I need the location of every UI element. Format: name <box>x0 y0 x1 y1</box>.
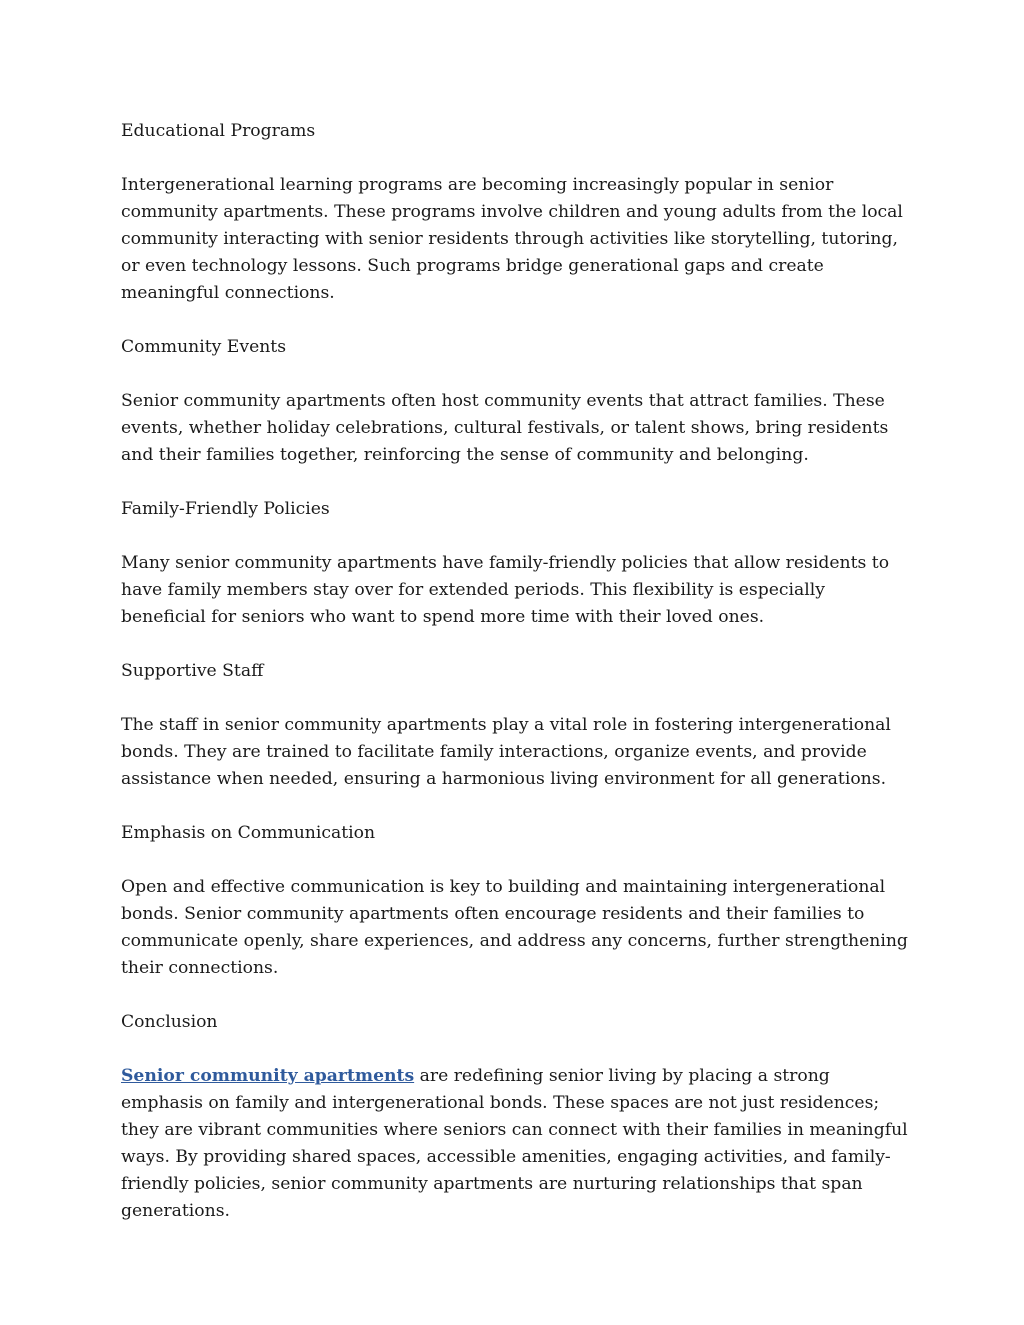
section-body-family-friendly-policies: Many senior community apartments have family-friendly policies that allow residents to have family members stay over for extended periods. This flexibility is especially beneficial for seniors who want to spend more time with their loved ones. <box>121 553 890 627</box>
section-heading-educational-programs: Educational Programs <box>121 121 316 141</box>
section-body-supportive-staff: The staff in senior community apartments play a vital role in fostering intergenerational bonds. They are trained to facilitate family interactions, organize events, and provide assistance when needed, ensuring a harmonious living environment for all generations. <box>121 715 891 789</box>
senior-community-apartments-link[interactable]: Senior community apartments <box>121 1066 415 1086</box>
document-page <box>121 118 911 1252</box>
section-heading-community-events: Community Events <box>121 337 287 357</box>
section-heading-family-friendly-policies: Family-Friendly Policies <box>121 499 330 519</box>
conclusion-paragraph <box>121 1063 911 1225</box>
conclusion-body: are redefining senior living by placing a strong emphasis on family and intergenerational bonds. These spaces are not just residences; they are vibrant communities where seniors can connect with their families in meaningful ways. By providing shared spaces, accessible amenities, engaging activities, and family-friendly policies, senior community apartments are nurturing relationships that span generations. <box>121 1066 908 1221</box>
section-body-community-events: Senior community apartments often host community events that attract families. These events, whether holiday celebrations, cultural festivals, or talent shows, bring residents and their families together, reinforcing the sense of community and belonging. <box>121 391 889 465</box>
section-body-educational-programs: Intergenerational learning programs are becoming increasingly popular in senior community apartments. These programs involve children and young adults from the local community interacting with senior residents through activities like storytelling, tutoring, or even technology lessons. Such programs bridge generational gaps and create meaningful connections. <box>121 175 903 303</box>
conclusion-heading: Conclusion <box>121 1012 218 1032</box>
section-body-emphasis-on-communication: Open and effective communication is key to building and maintaining intergenerational bonds. Senior community apartments often encourage residents and their families to communicate openly, share experiences, and address any concerns, further strengthening their connections. <box>121 877 908 978</box>
section-heading-emphasis-on-communication: Emphasis on Communication <box>121 823 376 843</box>
section-heading-supportive-staff: Supportive Staff <box>121 661 264 681</box>
